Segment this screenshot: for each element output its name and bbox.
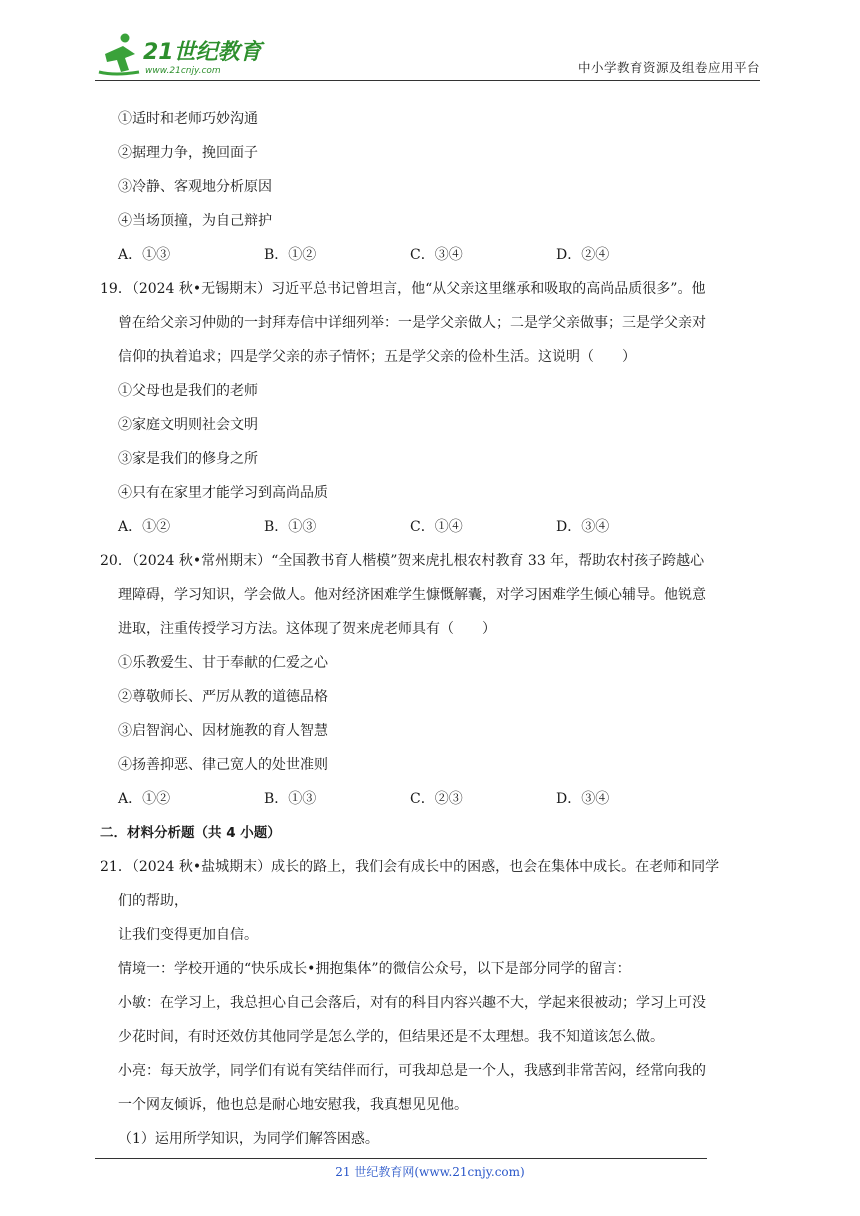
footer-rule xyxy=(95,1158,707,1159)
answer-choices xyxy=(100,510,765,544)
choice-c: C．②③ xyxy=(410,791,463,807)
question-21-line: 小亮：每天放学，同学们有说有笑结伴而行，可我却总是一个人，我感到非常苦闷，经常向我的 xyxy=(118,1063,706,1079)
header-rule xyxy=(95,80,760,81)
question-21-line: 情境一：学校开通的“快乐成长•拥抱集体”的微信公众号，以下是部分同学的留言： xyxy=(118,961,631,977)
option: ④当场顶撞，为自己辩护 xyxy=(118,213,272,229)
question-19-line: 19．（2024 秋•无锡期末）习近平总书记曾坦言，他“从父亲这里继承和吸取的高尚品质很多”。他 xyxy=(100,281,706,297)
question-21-line: 们的帮助， xyxy=(118,893,188,909)
choice-b: B．①② xyxy=(264,247,317,263)
option: ②家庭文明则社会文明 xyxy=(118,417,258,433)
running-figure-icon xyxy=(99,34,139,75)
choice-d: D．③④ xyxy=(556,519,610,535)
question-19-line: 曾在给父亲习仲勋的一封拜寿信中详细列举：一是学父亲做人；二是学父亲做事；三是学父亲对 xyxy=(118,315,706,331)
question-19-line: 信仰的执着追求；四是学父亲的赤子情怀；五是学父亲的俭朴生活。这说明（ ） xyxy=(118,349,636,365)
option: ③启智润心、因材施教的育人智慧 xyxy=(118,723,328,739)
page-header xyxy=(95,32,760,80)
choice-a: A．①③ xyxy=(118,247,171,263)
answer-choices xyxy=(100,238,765,272)
question-20-line: 理障碍，学习知识，学会做人。他对经济困难学生慷慨解囊，对学习困难学生倾心辅导。他锐意 xyxy=(118,587,706,603)
choice-d: D．③④ xyxy=(556,791,610,807)
option: ④只有在家里才能学习到高尚品质 xyxy=(118,485,328,501)
choice-a: A．①② xyxy=(118,791,171,807)
question-21-line: 小敏：在学习上，我总担心自己会落后，对有的科目内容兴趣不大，学起来很被动；学习上可没 xyxy=(118,995,706,1011)
question-21-line: 少花时间，有时还效仿其他同学是怎么学的，但结果还是不太理想。我不知道该怎么做。 xyxy=(118,1029,664,1045)
choice-d: D．②④ xyxy=(556,247,610,263)
page-footer[interactable]: 21 世纪教育网(www.21cnjy.com) xyxy=(335,1165,525,1179)
platform-name: 中小学教育资源及组卷应用平台 xyxy=(577,60,760,75)
question-21-line: 一个网友倾诉，他也总是耐心地安慰我，我真想见见他。 xyxy=(118,1097,468,1113)
option: ①乐教爱生、甘于奉献的仁爱之心 xyxy=(118,655,328,671)
choice-a: A．①② xyxy=(118,519,171,535)
document-body xyxy=(100,102,765,1156)
svg-text:www.21cnjy.com: www.21cnjy.com xyxy=(145,66,221,76)
question-20-line: 20．（2024 秋•常州期末）“全国教书育人楷模”贺来虎扎根农村教育 33 年，帮助农村孩子跨越心 xyxy=(100,553,705,569)
choice-b: B．①③ xyxy=(264,519,317,535)
option: ③家是我们的修身之所 xyxy=(118,451,258,467)
question-21-line: 21．（2024 秋•盐城期末）成长的路上，我们会有成长中的困惑，也会在集体中成长。在老师和同学 xyxy=(100,859,720,875)
option: ①适时和老师巧妙沟通 xyxy=(118,111,258,127)
choice-b: B．①③ xyxy=(264,791,317,807)
option: ③冷静、客观地分析原因 xyxy=(118,179,272,195)
svg-text:21世纪教育: 21世纪教育 xyxy=(143,40,262,65)
question-21-line: 让我们变得更加自信。 xyxy=(118,927,258,943)
option: ①父母也是我们的老师 xyxy=(118,383,258,399)
option: ④扬善抑恶、律己宽人的处世准则 xyxy=(118,757,328,773)
choice-c: C．③④ xyxy=(410,247,463,263)
option: ②尊敬师长、严厉从教的道德品格 xyxy=(118,689,328,705)
choice-c: C．①④ xyxy=(410,519,463,535)
section-heading: 二．材料分析题（共 4 小题） xyxy=(100,825,281,841)
option: ②据理力争，挽回面子 xyxy=(118,145,258,161)
question-21-subquestion: （1）运用所学知识，为同学们解答困惑。 xyxy=(118,1131,379,1147)
question-20-line: 进取，注重传授学习方法。这体现了贺来虎老师具有（ ） xyxy=(118,621,496,637)
answer-choices xyxy=(100,782,765,816)
logo-21cnjy xyxy=(95,32,265,78)
